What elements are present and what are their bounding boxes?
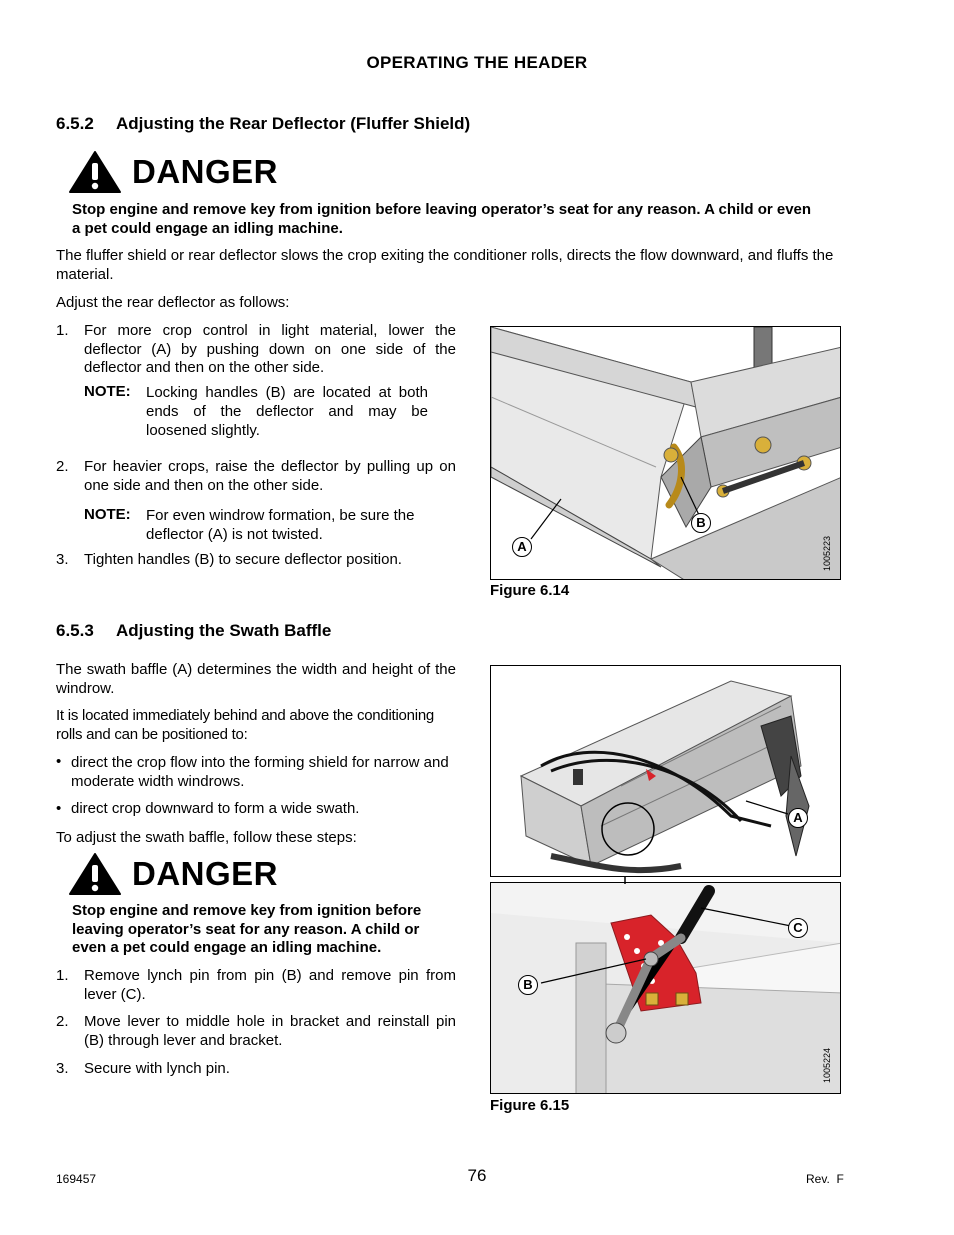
page-header: OPERATING THE HEADER xyxy=(366,53,588,72)
lever-bracket-illustration xyxy=(491,883,841,1094)
step-text: Move lever to middle hole in bracket and reinstall pin (B) through lever and bracket. xyxy=(84,1013,456,1049)
section-title: Adjusting the Rear Deflector (Fluffer Shield) xyxy=(116,114,471,133)
danger-line: even a pet could engage an idling machine. xyxy=(72,939,382,956)
paragraph-intro: The fluffer shield or rear deflector slows the crop exiting the conditioner rolls, directs the flow downward, and fluffs the material. xyxy=(56,247,834,283)
callout-b: B xyxy=(518,975,538,995)
step-number: 1. xyxy=(56,967,69,984)
step-text: Secure with lynch pin. xyxy=(84,1060,230,1077)
paragraph-follow: To adjust the swath baffle, follow these steps: xyxy=(56,829,357,846)
figure-6-14 xyxy=(490,326,841,580)
bullet-dot: • xyxy=(56,800,62,817)
section-title: Adjusting the Swath Baffle xyxy=(116,621,332,640)
danger-text-1 xyxy=(72,200,811,238)
paragraph-swath-intro: The swath baffle (A) determines the width and height of the windrow. xyxy=(56,661,456,697)
step-number: 1. xyxy=(56,322,69,339)
figure-id-number: 1005224 xyxy=(822,1047,832,1083)
callout-a: A xyxy=(512,537,532,557)
note-label: NOTE: xyxy=(84,383,131,400)
figure-id-number: 1005223 xyxy=(822,535,832,571)
step-number: 2. xyxy=(56,1013,69,1030)
danger-label: DANGER xyxy=(132,855,279,892)
callout-a: A xyxy=(788,808,808,828)
note-text: Locking handles (B) are located at both ends of the deflector and may be loosened slightly. xyxy=(146,384,428,439)
note-label: NOTE: xyxy=(84,506,131,523)
section-heading-652 xyxy=(56,114,470,134)
bullet-dot: • xyxy=(56,753,62,770)
section-heading-653 xyxy=(56,621,331,641)
step-text: Tighten handles (B) to secure deflector position. xyxy=(84,551,402,568)
callout-b: B xyxy=(691,513,711,533)
figure-6-15-top xyxy=(490,665,841,877)
danger-label: DANGER xyxy=(132,153,279,190)
step-number: 3. xyxy=(56,1060,69,1077)
warning-triangle-icon xyxy=(68,150,122,194)
danger-banner-2 xyxy=(68,852,278,896)
step-number: 3. xyxy=(56,551,69,568)
section-number: 6.5.2 xyxy=(56,114,94,133)
step-number: 2. xyxy=(56,458,69,475)
danger-line: Stop engine and remove key from ignition before leaving operator’s seat for any reason. A child or even xyxy=(72,201,812,218)
note-text: For even windrow formation, be sure the deflector (A) is not twisted. xyxy=(146,507,415,543)
figure-caption-6-14: Figure 6.14 xyxy=(490,582,570,599)
revision-label: Rev. F xyxy=(806,1172,844,1186)
step-text: For more crop control in light material, lower the deflector (A) by pushing down on one side of the deflector and then on the other side. xyxy=(84,322,456,376)
callout-c: C xyxy=(788,918,808,938)
danger-line: a pet could engage an idling machine. xyxy=(72,220,343,237)
step-text: For heavier crops, raise the deflector by pulling up on one side and then on the other side. xyxy=(84,458,456,494)
danger-banner-1 xyxy=(68,150,278,194)
figure-6-15-bottom xyxy=(490,882,841,1094)
bullet-text: direct the crop flow into the forming shield for narrow and moderate width windrows. xyxy=(71,754,449,790)
document-number: 169457 xyxy=(56,1172,97,1186)
danger-line: leaving operator’s seat for any reason. A child or xyxy=(72,920,420,938)
section-number: 6.5.3 xyxy=(56,621,94,640)
step-text: Remove lynch pin from pin (B) and remove pin from lever (C). xyxy=(84,967,456,1003)
paragraph-adjust: Adjust the rear deflector as follows: xyxy=(56,294,290,311)
paragraph-located: It is located immediately behind and above the conditioning rolls and can be positioned to: xyxy=(56,707,435,743)
bullet-text: direct crop downward to form a wide swath. xyxy=(71,800,360,817)
swath-baffle-illustration xyxy=(491,666,841,877)
connector-line xyxy=(620,876,630,884)
page-number: 76 xyxy=(467,1166,487,1185)
danger-text-2 xyxy=(72,902,421,958)
deflector-illustration xyxy=(491,327,841,580)
danger-line: Stop engine and remove key from ignition before xyxy=(72,902,422,919)
warning-triangle-icon xyxy=(68,852,122,896)
figure-caption-6-15: Figure 6.15 xyxy=(490,1097,570,1114)
